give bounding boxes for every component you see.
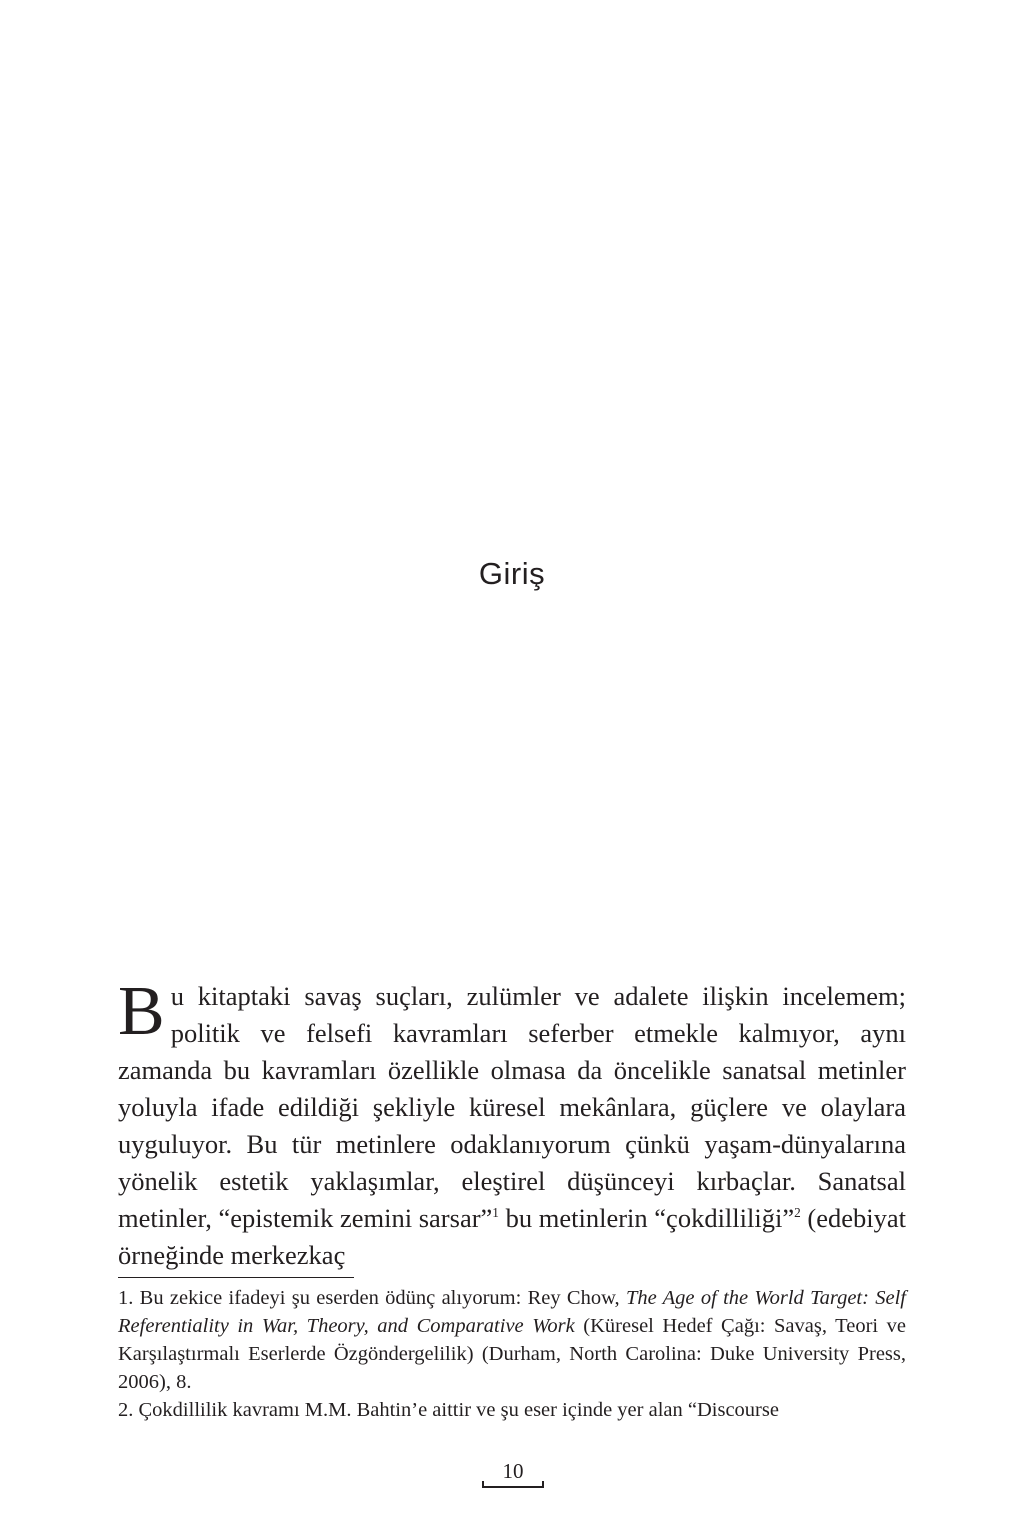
footnote-1-book-title: The Age of the World Target: Self Referentiality in War, Theory, and Comparative Work bbox=[118, 1287, 906, 1337]
footnote-divider bbox=[118, 1277, 354, 1278]
footnote-reference-1[interactable]: 1 bbox=[492, 1205, 499, 1221]
footnote-1 bbox=[118, 1284, 906, 1396]
chapter-title: Giriş bbox=[478, 556, 546, 591]
footnote-1-prefix: 1. Bu zekice ifadeyi şu eserden ödünç alıyorum: Rey Chow, bbox=[118, 1287, 626, 1309]
footnote-1-suffix: (Küresel Hedef Çağı: Savaş, Teori ve Karşılaştırmalı Eserlerde Özgöndergelilik) (Durham, North Carolina: Duke University Press, 2006), 8. bbox=[118, 1315, 907, 1393]
body-text-segment-2: bu metinlerin “çokdilliliği” bbox=[498, 1203, 795, 1233]
body-paragraph bbox=[118, 973, 906, 1274]
body-text-segment-3: (edebiyat örneğinde merkezkaç bbox=[118, 1203, 906, 1270]
page-folio bbox=[482, 1458, 544, 1492]
page-number: 10 bbox=[502, 1459, 524, 1483]
footnote-reference-2[interactable]: 2 bbox=[794, 1205, 801, 1221]
folio-bracket bbox=[482, 1486, 544, 1488]
body-text-segment-1: u kitaptaki savaş suçları, zulümler ve adalete ilişkin incelemem; politik ve felsefi kavramları seferber etmekle kalmıyor, aynı zamanda bu kavramları özellikle olmasa da öncelikle sanatsal metinler yoluyla ifade edildiği şekliyle küresel mekânlara, güçlere ve olaylara uyguluyor. Bu tür metinlere odaklanıyorum çünkü yaşam-dünyalarına yönelik estetik yaklaşımlar, eleştirel düşünceyi kırbaçlar. Sanatsal metinler, “epistemik zemini sarsar” bbox=[118, 981, 906, 1233]
footnotes-section bbox=[118, 1284, 906, 1424]
footnote-2: 2. Çokdillilik kavramı M.M. Bahtin’e aittir ve şu eser içinde yer alan “Discourse bbox=[118, 1399, 779, 1421]
drop-cap: B bbox=[118, 973, 165, 1050]
